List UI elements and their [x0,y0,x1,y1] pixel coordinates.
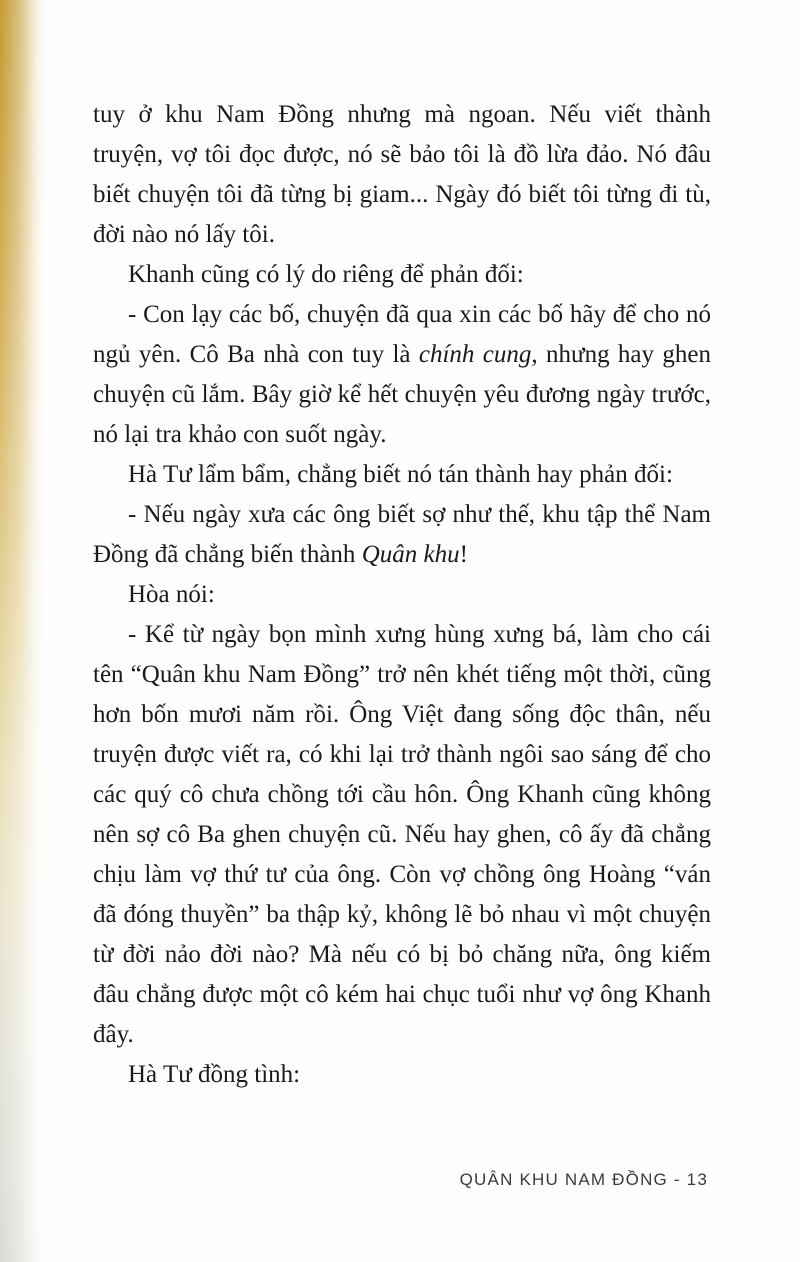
paragraph [93,95,711,255]
text-run: ! [459,541,468,568]
paragraph [93,495,711,575]
text-run: Hà Tư đồng tình: [128,1061,301,1088]
paragraph [93,295,711,455]
italic-phrase: Quân khu [361,541,460,568]
paragraph [93,255,711,295]
paragraph [93,1055,711,1095]
text-run: Khanh cũng có lý do riêng để phản đối: [128,261,524,288]
text-run: , nhưng hay ghen chuyện cũ lắm. Bây giờ kể hết chuyện yêu đương ngày trước, nó lại tra khảo con suốt ngày. [93,341,711,448]
text-run: - Con lạy các bố, chuyện đã qua xin các bố hãy để cho nó ngủ yên. Cô Ba nhà con tuy là [93,301,711,368]
text-run: tuy ở khu Nam Đồng nhưng mà ngoan. Nếu viết thành truyện, vợ tôi đọc được, nó sẽ bảo tôi là đồ lừa đảo. Nó đâu biết chuyện tôi đã từng bị giam... Ngày đó biết tôi từng đi tù, đời nào nó lấy tôi. [93,101,711,248]
text-run: - Nếu ngày xưa các ông biết sợ như thế, khu tập thể Nam Đồng đã chẳng biến thành [93,501,711,568]
text-run: - Kể từ ngày bọn mình xưng hùng xưng bá, làm cho cái tên “Quân khu Nam Đồng” trở nên khét tiếng một thời, cũng hơn bốn mươi năm rồi. Ông Việt đang sống độc thân, nếu truyện được viết ra, có khi lại trở thành ngôi sao sáng để cho các quý cô chưa chồng tới cầu hôn. Ông Khanh cũng không nên sợ cô Ba ghen chuyện cũ. Nếu hay ghen, cô ấy đã chẳng chịu làm vợ thứ tư của ông. Còn vợ chồng ông Hoàng “ván đã đóng thuyền” ba thập kỷ, không lẽ bỏ nhau vì một chuyện từ đời nảo đời nào? Mà nếu có bị bỏ chăng nữa, ông kiếm đâu chẳng được một cô kém hai chục tuổi như vợ ông Khanh đây. [93,621,711,1048]
page-edge-gradient [0,0,46,1262]
paragraph [93,575,711,615]
italic-phrase: chính cung [418,341,532,368]
text-run: Hòa nói: [128,581,215,608]
text-run: Hà Tư lẩm bẩm, chẳng biết nó tán thành hay phản đối: [128,461,673,488]
running-footer: QUÂN KHU NAM ĐỒNG - 13 [459,1170,708,1189]
body-text-column [93,95,711,1095]
paragraph [93,455,711,495]
paragraph [93,615,711,1055]
